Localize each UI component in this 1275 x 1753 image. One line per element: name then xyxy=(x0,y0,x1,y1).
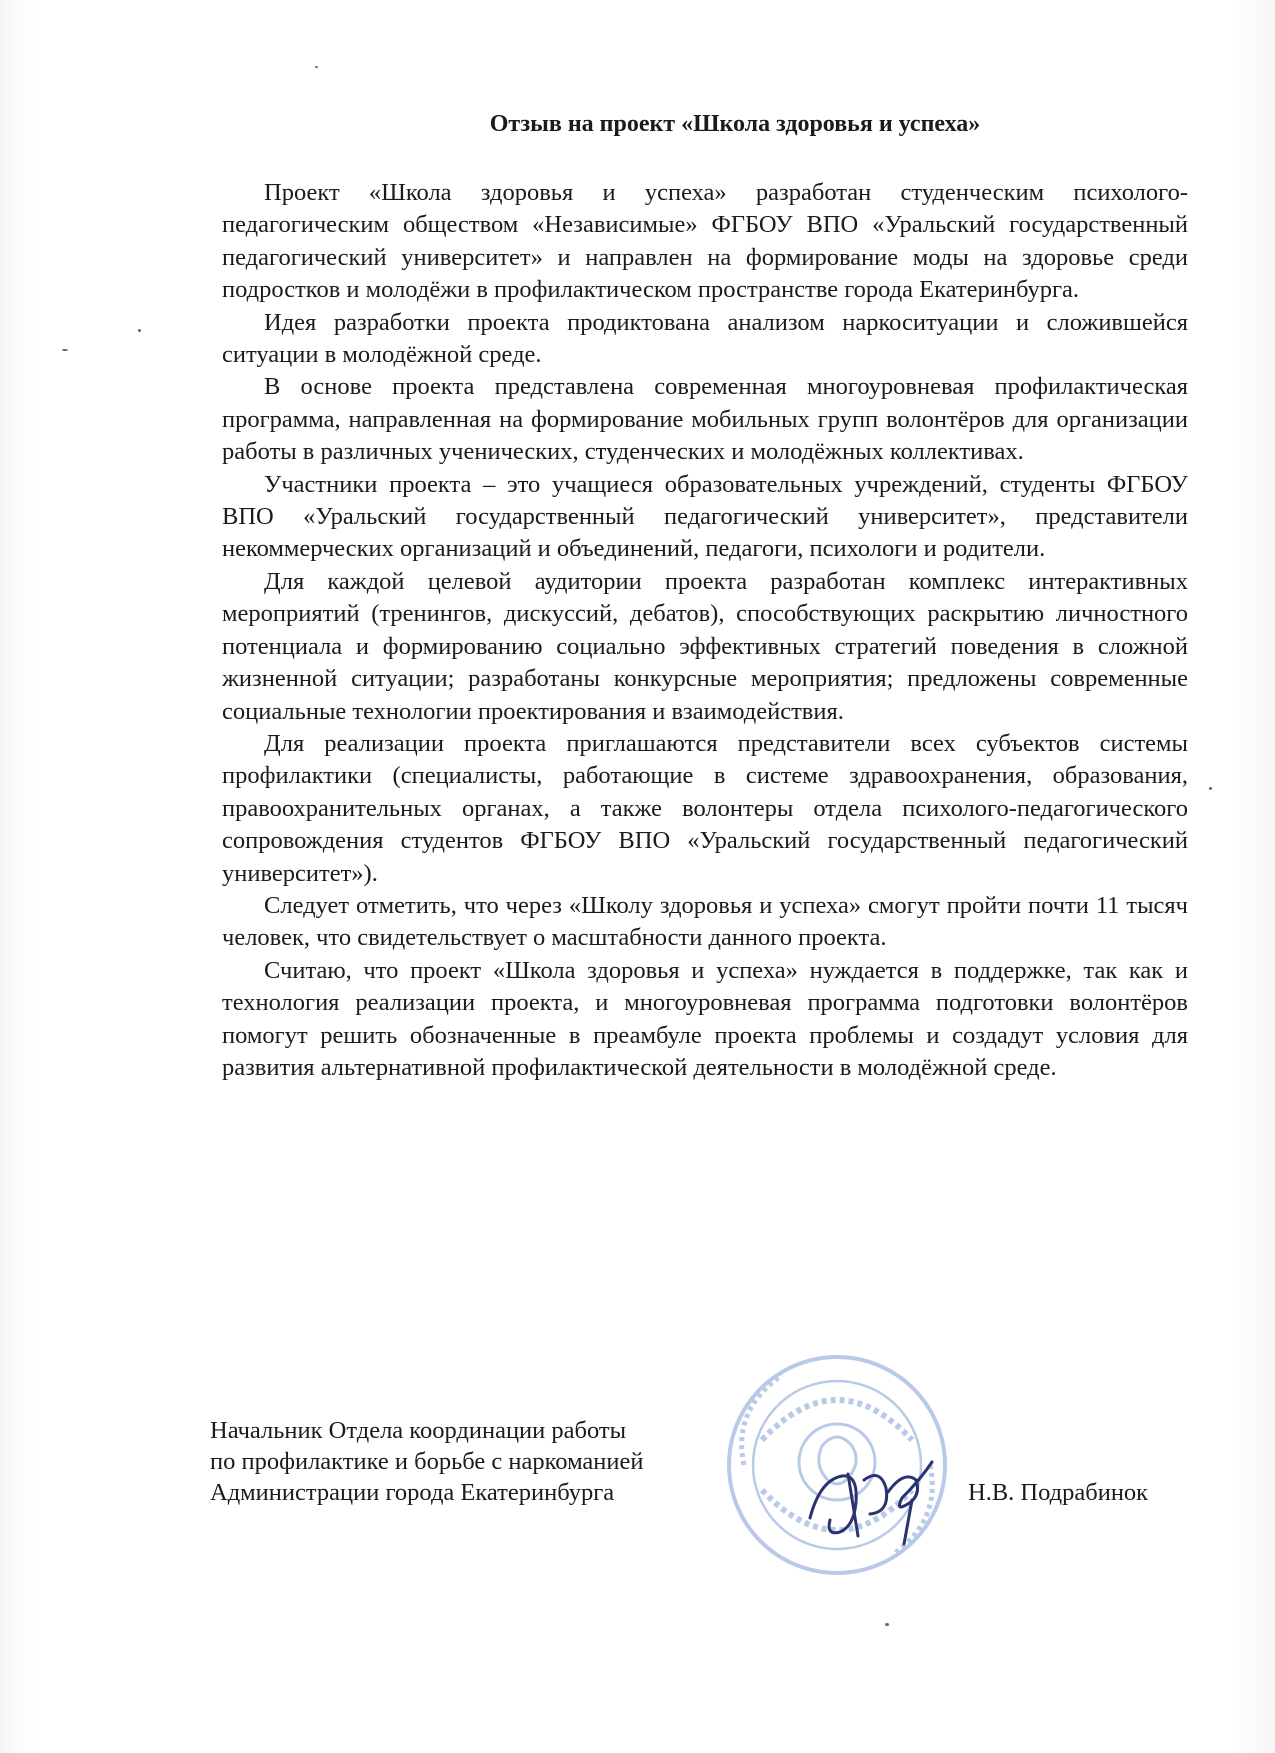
signer-position-line: Администрации города Екатеринбурга xyxy=(210,1479,615,1506)
document-body xyxy=(222,177,1188,1084)
paragraph: В основе проекта представлена современная многоуровневая профилактическая программа, направленная на формирование мобильных групп волонтёров для организации работы в различных ученических, студенческих и молодёжных коллективах. xyxy=(222,373,1188,466)
scan-speck xyxy=(315,66,318,68)
scan-speck xyxy=(62,349,68,351)
paragraph: Следует отметить, что через «Школу здоровья и успеха» смогут пройти почти 11 тысяч человек, что свидетельствует о масштабности данного проекта. xyxy=(222,891,1188,952)
signer-position-line: Начальник Отдела координации работы xyxy=(210,1417,627,1444)
handwritten-signature xyxy=(800,1440,960,1550)
paragraph: Идея разработки проекта продиктована анализом наркоситуации и сложившейся ситуации в молодёжной среде. xyxy=(222,308,1188,369)
signature-position xyxy=(210,1415,644,1508)
paragraph: Проект «Школа здоровья и успеха» разработан студенческим психолого-педагогическим обществом «Независимые» ФГБОУ ВПО «Уральский государственный педагогический университет» и направлен на формирование моды на здоровье среди подростков и молодёжи в профилактическом пространстве города Екатеринбурга. xyxy=(222,179,1188,304)
signature-stroke xyxy=(888,1462,932,1544)
stamp-text-arc xyxy=(762,1400,912,1440)
document-title: Отзыв на проект «Школа здоровья и успеха» xyxy=(489,111,981,137)
paragraph: Для реализации проекта приглашаются представители всех субъектов системы профилактики (специалисты, работающие в системе здравоохранения, образования, правоохранительных органах, а также волонтеры отдела психолого-педагогического сопровождения студентов ФГБОУ ВПО «Уральский государственный педагогический университет»). xyxy=(222,729,1188,887)
paragraph: Считаю, что проект «Школа здоровья и успеха» нуждается в поддержке, так как и технология реализации проекта, и многоуровневая программа подготовки волонтёров помогут решить обозначенные в преамбуле проекта проблемы и создадут условия для развития альтернативной профилактической деятельности в молодёжной среде. xyxy=(222,956,1188,1081)
scan-speck xyxy=(138,329,141,332)
scan-speck xyxy=(885,1623,889,1626)
paragraph: Участники проекта – это учащиеся образовательных учреждений, студенты ФГБОУ ВПО «Уральский государственный педагогический университет», представители некоммерческих организаций и объединений, педагоги, психологи и родители. xyxy=(222,470,1188,563)
scan-speck xyxy=(1209,787,1212,790)
signer-position-line: по профилактике и борьбе с наркоманией xyxy=(210,1448,644,1475)
signer-name: Н.В. Подрабинок xyxy=(968,1479,1149,1506)
paragraph: Для каждой целевой аудитории проекта разработан комплекс интерактивных мероприятий (тренингов, дискуссий, дебатов), способствующих раскрытию личностного потенциала и формированию социально эффективных стратегий поведения в сложной жизненной ситуации; разработаны конкурсные мероприятия; предложены современные социальные технологии проектирования и взаимодействия. xyxy=(222,567,1188,725)
